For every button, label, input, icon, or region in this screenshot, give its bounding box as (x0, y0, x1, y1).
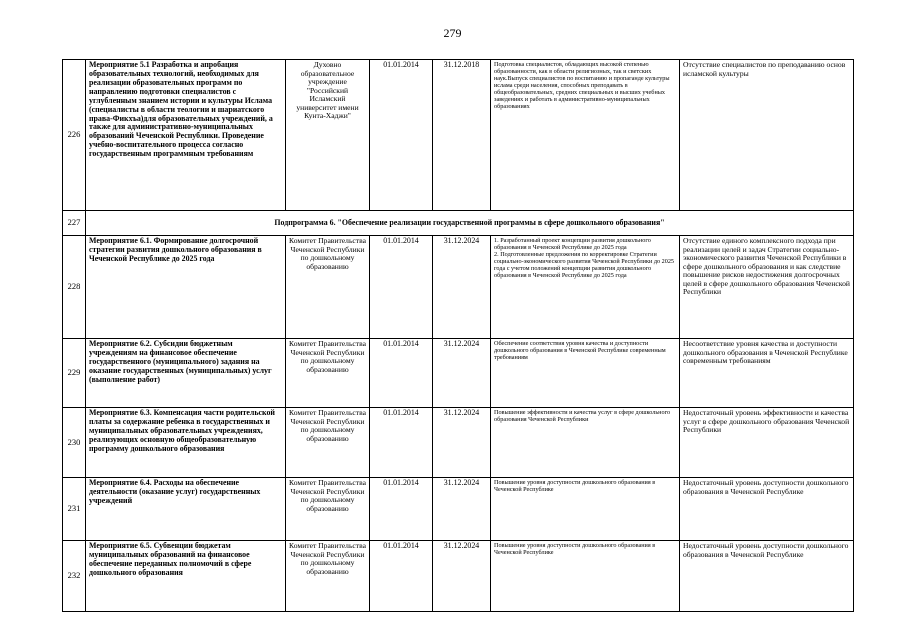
start-date: 01.01.2014 (370, 478, 433, 541)
row-number: 232 (63, 541, 86, 612)
expected-result: Подготовка специалистов, обладающих высокой степенью образованности, как в области религиозных, так и светских наук.Выпуск специалистов по воспитанию и пропаганде культуры ислама среди населения, способных преподавать в общеобразовательных, средних специальных и высших учебных заведениях и работать в административно-муниципальных образованиях (491, 60, 680, 211)
table-row (63, 478, 854, 541)
end-date: 31.12.2024 (433, 408, 491, 478)
start-date: 01.01.2014 (370, 339, 433, 408)
start-date: 01.01.2014 (370, 236, 433, 339)
row-number: 228 (63, 236, 86, 339)
subprogram-row (63, 211, 854, 236)
row-number: 227 (63, 211, 86, 236)
end-date: 31.12.2024 (433, 339, 491, 408)
non-implementation-consequences: Недостаточный уровень эффективности и качества услуг в сфере дошкольного образования Чеченской Республики (680, 408, 854, 478)
expected-result: 1. Разработанный проект концепции развития дошкольного образования в Чеченской Республике до 2025 года 2. Подготовленные предложения по корректировке Стратегии социально-экономического развития Чеченской Республики до 2025 года с учетом положений концепции развития дошкольного образования в Чеченской Республике до 2025 года (491, 236, 680, 339)
table-row (63, 408, 854, 478)
non-implementation-consequences: Отсутствие специалистов по преподаванию основ исламской культуры (680, 60, 854, 211)
program-activities-table (62, 59, 854, 612)
responsible-executor: Комитет Правительства Чеченской Республики по дошкольному образованию (286, 408, 370, 478)
table-row (63, 236, 854, 339)
start-date: 01.01.2014 (370, 60, 433, 211)
activity-name: Мероприятие 6.1. Формирование долгосрочной стратегии развития дошкольного образования в Чеченской Республике до 2025 года (86, 236, 286, 339)
responsible-executor: Духовно образовательное учреждение "Российский Исламский университет имени Кунта-Хаджи" (286, 60, 370, 211)
non-implementation-consequences: Несоответствие уровня качества и доступности дошкольного образования в Чеченской Республике современным требованиям (680, 339, 854, 408)
responsible-executor: Комитет Правительства Чеченской Республики по дошкольному образованию (286, 236, 370, 339)
activity-name: Мероприятие 6.2. Субсидии бюджетным учреждениям на финансовое обеспечение государственного (муниципального) задания на оказание государственных (муниципальных) услуг (выполнение работ) (86, 339, 286, 408)
non-implementation-consequences: Недостаточный уровень доступности дошкольного образования в Чеченской Республике (680, 478, 854, 541)
table-row (63, 339, 854, 408)
activity-name: Мероприятие 5.1 Разработка и апробация образовательных технологий, необходимых для реализации образовательных программ по направлению подготовки специалистов с углубленным знанием истории и культуры Ислама (специалисты в области теологии и шариатского права-Фикхъа)для образовательных учреждений, а также для административно-муниципальных образований Чеченской Республики. Проведение учебно-воспитательного процесса согласно государственным программным требованиям (86, 60, 286, 211)
expected-result: Повышение эффективности и качества услуг в сфере дошкольного образования Чеченской Республики (491, 408, 680, 478)
activity-name: Мероприятие 6.3. Компенсация части родительской платы за содержание ребенка в государственных и муниципальных образовательных учреждениях, реализующих основную общеобразовательную программу дошкольного образования (86, 408, 286, 478)
subprogram-title: Подпрограмма 6. "Обеспечение реализации государственной программы в сфере дошкольного образования" (86, 211, 854, 236)
start-date: 01.01.2014 (370, 541, 433, 612)
responsible-executor: Комитет Правительства Чеченской Республики по дошкольному образованию (286, 541, 370, 612)
activity-name: Мероприятие 6.4. Расходы на обеспечение деятельности (оказание услуг) государственных учреждений (86, 478, 286, 541)
end-date: 31.12.2024 (433, 236, 491, 339)
table-row (63, 60, 854, 211)
expected-result: Обеспечение соответствия уровня качества и доступности дошкольного образования в Чеченской Республике современным требованиям (491, 339, 680, 408)
non-implementation-consequences: Недостаточный уровень доступности дошкольного образования в Чеченской Республике (680, 541, 854, 612)
page-number: 279 (443, 26, 462, 40)
end-date: 31.12.2024 (433, 541, 491, 612)
end-date: 31.12.2024 (433, 478, 491, 541)
responsible-executor: Комитет Правительства Чеченской Республики по дошкольному образованию (286, 339, 370, 408)
activity-name: Мероприятие 6.5. Субвенции бюджетам муниципальных образований на финансовое обеспечение переданных полномочий в сфере дошкольного образования (86, 541, 286, 612)
non-implementation-consequences: Отсутствие единого комплексного подхода при реализации целей и задач Стратегии социально-экономического развития Чеченской Республики в сфере дошкольного образования и как следствие повышение рисков недостижения долгосрочных целей в сфере дошкольного образования Чеченской Республики (680, 236, 854, 339)
responsible-executor: Комитет Правительства Чеченской Республики по дошкольному образованию (286, 478, 370, 541)
row-number: 230 (63, 408, 86, 478)
start-date: 01.01.2014 (370, 408, 433, 478)
end-date: 31.12.2018 (433, 60, 491, 211)
row-number: 231 (63, 478, 86, 541)
row-number: 229 (63, 339, 86, 408)
expected-result: Повышение уровня доступности дошкольного образования в Чеченской Республике (491, 541, 680, 612)
row-number: 226 (63, 60, 86, 211)
table-row (63, 541, 854, 612)
expected-result: Повышение уровня доступности дошкольного образования в Чеченской Республике (491, 478, 680, 541)
